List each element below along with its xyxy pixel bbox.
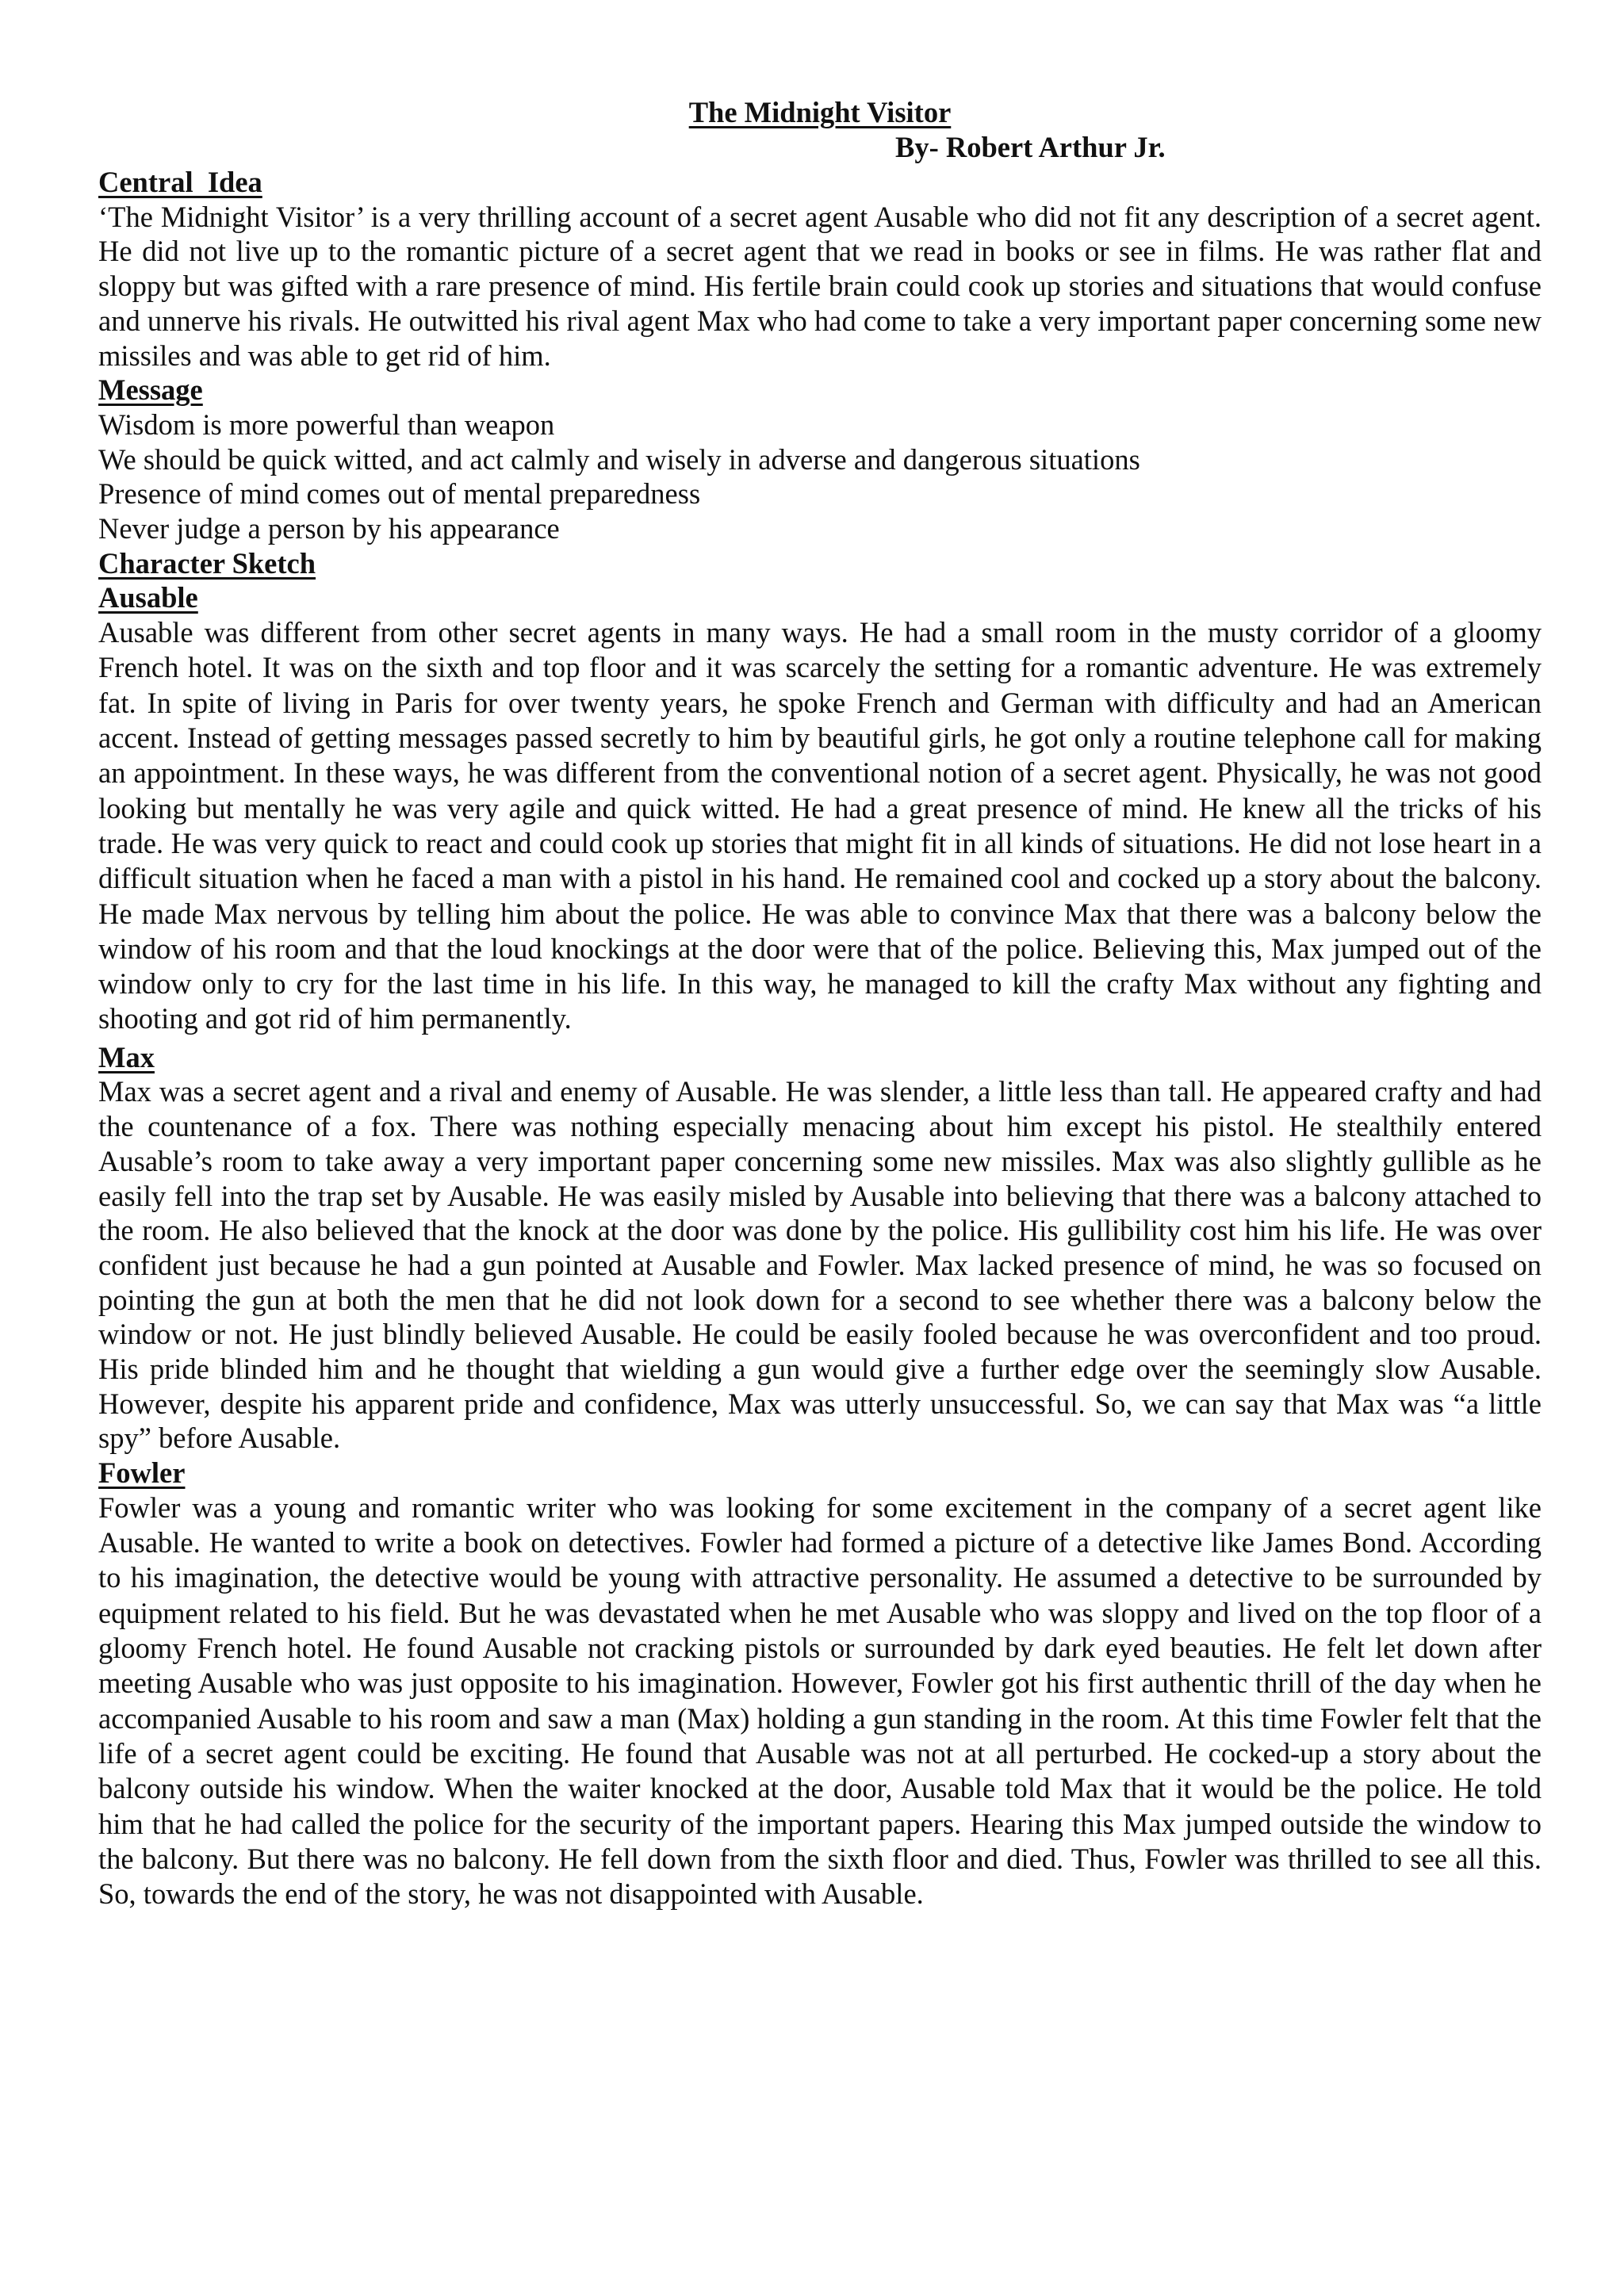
fowler-text: Fowler was a young and romantic writer who was looking for some excitement in the company of a secret agent like Ausable. He wanted to write a book on detectives. Fowler had formed a picture of a detective like James Bond. According to his imagination, the detective would be young with attractive personality. He assumed a detective to be surrounded by equipment related to his field. But he was devastated when he met Ausable who was sloppy and lived on the top floor of a gloomy French hotel. He found Ausable not cracking pistols or surrounded by dark eyed beauties. He felt let down after meeting Ausable who was just opposite to his imagination. However, Fowler got his first authentic thrill of the day when he accompanied Ausable to his room and saw a man (Max) holding a gun standing in the room. At this time Fowler felt that the life of a secret agent could be exciting. He found that Ausable was not at all perturbed. He cocked-up a story about the balcony outside his window. When the waiter knocked at the door, Ausable told Max that it would be the police. He told him that he had called the police for the security of the important papers. Hearing this Max jumped outside the window to the balcony. But there was no balcony. He fell down from the sixth floor and died. Thus, Fowler was thrilled to see all this. So, towards the end of the story, he was not disappointed with Ausable. <box>98 1490 1542 1911</box>
message-line: We should be quick witted, and act calmly and wisely in adverse and dangerous situations <box>98 442 1140 476</box>
ausable-heading: Ausable <box>98 581 198 614</box>
document-page <box>98 95 1542 1911</box>
central-idea-text: ‘The Midnight Visitor’ is a very thrilling account of a secret agent Ausable who did not fit any description of a secret agent. He did not live up to the romantic picture of a secret agent that we read in books or see in films. He was rather flat and sloppy but was gifted with a rare presence of mind. His fertile brain could cook up stories and situations that would confuse and unnerve his rivals. He outwitted his rival agent Max who had come to take a very important paper concerning some new missiles and was able to get rid of him. <box>98 200 1542 372</box>
document-author: By- Robert Arthur Jr. <box>895 131 1166 163</box>
message-heading: Message <box>98 373 203 407</box>
fowler-heading: Fowler <box>98 1456 186 1490</box>
message-line: Presence of mind comes out of mental preparedness <box>98 477 701 511</box>
max-text: Max was a secret agent and a rival and enemy of Ausable. He was slender, a little less than tall. He appeared crafty and had the countenance of a fox. There was nothing especially menacing about him except his pistol. He stealthily entered Ausable’s room to take away a very important paper concerning some new missiles. Max was also slightly gullible as he easily fell into the trap set by Ausable. He was easily misled by Ausable into believing that there was a balcony attached to the room. He also believed that the knock at the door was done by the police. His gullibility cost him his life. He was over confident just because he had a gun pointed at Ausable and Fowler. Max lacked presence of mind, he was so focused on pointing the gun at both the men that he did not look down for a second to see whether there was a balcony below the window or not. He just blindly believed Ausable. He could be easily fooled because he was overconfident and too proud. His pride blinded him and he thought that wielding a gun would give a further edge over the seemingly slow Ausable. However, despite his apparent pride and confidence, Max was utterly unsuccessful. So, we can say that Max was “a little spy” before Ausable. <box>98 1075 1542 1455</box>
ausable-text: Ausable was different from other secret agents in many ways. He had a small room in the musty corridor of a gloomy French hotel. It was on the sixth and top floor and it was scarcely the setting for a romantic adventure. He was extremely fat. In spite of living in Paris for over twenty years, he spoke French and German with difficulty and had an American accent. Instead of getting messages passed secretly to him by beautiful girls, he got only a routine telephone call for making an appointment. In these ways, he was different from the conventional notion of a secret agent. Physically, he was not good looking but mentally he was very agile and quick witted. He had a great presence of mind. He knew all the tricks of his trade. He was very quick to react and could cook up stories that might fit in all kinds of situations. He did not lose heart in a difficult situation when he faced a man with a pistol in his hand. He remained cool and cocked up a story about the balcony. He made Max nervous by telling him about the police. He was able to convince Max that there was a balcony below the window of his room and that the loud knockings at the door were that of the police. Believing this, Max jumped out of the window only to cry for the last time in his life. In this way, he managed to kill the crafty Max without any fighting and shooting and got rid of him permanently. <box>98 616 1542 1035</box>
message-list <box>98 408 1542 546</box>
message-line: Never judge a person by his appearance <box>98 512 560 545</box>
central-idea-heading: Central Idea <box>98 166 262 198</box>
max-heading: Max <box>98 1040 155 1073</box>
document-title: The Midnight Visitor <box>688 96 952 128</box>
message-line: Wisdom is more powerful than weapon <box>98 408 555 441</box>
character-sketch-heading: Character Sketch <box>98 546 316 580</box>
